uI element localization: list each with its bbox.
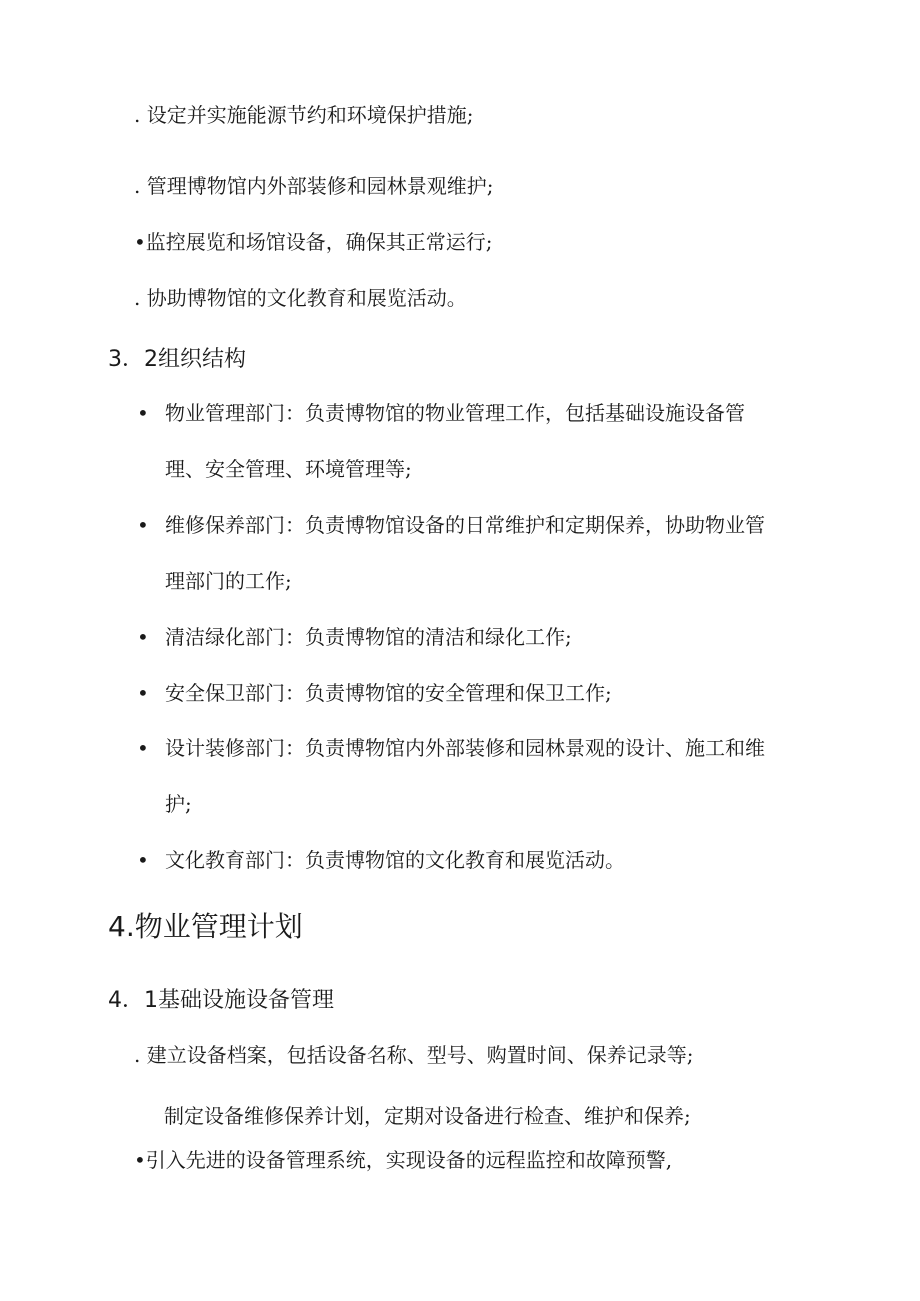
bullet-icon: • — [137, 625, 149, 649]
list-item: •引入先进的设备管理系统，实现设备的远程监控和故障预警, — [134, 1148, 673, 1172]
list-item: 维修保养部门：负责博物馆设备的日常维护和定期保养，协助物业管 — [165, 513, 765, 537]
bullet-icon: • — [137, 513, 149, 537]
list-item: 文化教育部门：负责博物馆的文化教育和展览活动。 — [165, 848, 625, 872]
bullet-icon: • — [137, 401, 149, 425]
list-item: 安全保卫部门：负责博物馆的安全管理和保卫工作; — [165, 681, 612, 705]
section-heading-3-2: 3．2组织结构 — [108, 347, 246, 372]
bullet-icon: • — [137, 681, 149, 705]
list-item: . 协助博物馆的文化教育和展览活动。 — [134, 286, 467, 310]
list-item: 物业管理部门：负责博物馆的物业管理工作，包括基础设施设备管 — [165, 401, 745, 425]
list-item: •监控展览和场馆设备，确保其正常运行; — [134, 230, 493, 254]
bullet-icon: • — [137, 736, 149, 760]
section-heading-4-1: 4．1基础设施设备管理 — [108, 988, 334, 1013]
list-item: 制定设备维修保养计划，定期对设备进行检查、维护和保养; — [164, 1104, 691, 1128]
list-item: . 设定并实施能源节约和环境保护措施; — [134, 103, 474, 127]
list-item: 清洁绿化部门：负责博物馆的清洁和绿化工作; — [165, 625, 572, 649]
list-item: 设计装修部门：负责博物馆内外部装修和园林景观的设计、施工和维 — [165, 736, 765, 760]
list-item-continuation: 理、安全管理、环境管理等; — [165, 457, 412, 481]
list-item: . 管理博物馆内外部装修和园林景观维护; — [134, 174, 494, 198]
list-item-continuation: 理部门的工作; — [165, 569, 292, 593]
list-item: . 建立设备档案，包括设备名称、型号、购置时间、保养记录等; — [134, 1043, 694, 1067]
bullet-icon: • — [137, 848, 149, 872]
section-heading-4: 4.物业管理计划 — [108, 910, 303, 943]
list-item-continuation: 护; — [165, 792, 192, 816]
